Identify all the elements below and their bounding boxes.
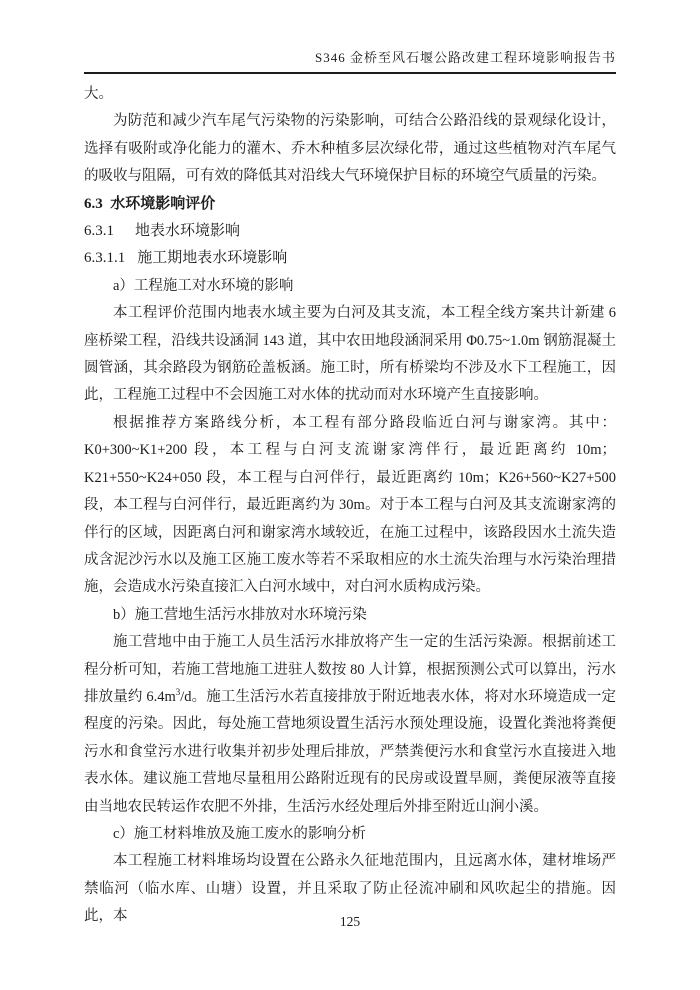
heading-6-3 bbox=[84, 191, 616, 218]
document-body bbox=[84, 81, 616, 931]
paragraph-continuation: 大。 bbox=[84, 86, 113, 102]
paragraph-exhaust-mitigation: 为防范和减少汽车尾气污染物的污染影响，可结合公路沿线的景观绿化设计，选择有吸附或净化能力的灌木、乔木种植多层次绿化带，通过这些植物对汽车尾气的吸收与阻隔，可有效的降低其对沿线大气环境保护目标的环境空气质量的污染。 bbox=[84, 113, 616, 185]
heading-6-3-1-1-number: 6.3.1.1 bbox=[84, 250, 126, 267]
header-rule bbox=[84, 72, 616, 74]
paragraph-route-analysis: 根据推荐方案路线分析，本工程有部分路段临近白河与谢家湾。其中：K0+300~K1+200 段，本工程与白河支流谢家湾伴行，最近距离约 10m；K21+550~K24+050 段，本工程与白河伴行，最近距离约 10m；K26+560~K27+500 段，本工程与白河伴行，最近距离约为 30m。对于本工程与白河及其支流谢家湾的伴行的区域，因距离白河和谢家湾水域较近，在施工过程中，该路段因水土流失造成含泥沙污水以及施工区施工废水等若不采取相应的水土流失治理与水污染治理措施，会造成水污染直接汇入白河水域中，对白河水质构成污染。 bbox=[84, 414, 616, 596]
heading-6-3-number: 6.3 bbox=[84, 195, 103, 212]
heading-6-3-1-1 bbox=[84, 245, 616, 272]
heading-6-3-1-1-title: 施工期地表水环境影响 bbox=[137, 250, 288, 267]
heading-6-3-1-title: 地表水环境影响 bbox=[135, 223, 241, 240]
paragraph-camp-sewage-text-2: /d。施工生活污水若直接排放于附近地表水体，将对水环境造成一定程度的污染。因此，每处施工营地须设置生活污水预处理设施，设置化粪池将粪便污水和食堂污水进行收集并初步处理后排放，严禁粪便污水和食堂污水直接进入地表水体。建议施工营地尽量租用公路附近现有的民房或设置旱厕，粪便尿液等直接由当地农民转运作农肥不外排，生活污水经处理后外排至附近山涧小溪。 bbox=[84, 688, 616, 815]
paragraph-camp-sewage bbox=[84, 629, 616, 821]
superscript-cubic: 3 bbox=[175, 687, 181, 698]
header-title: S346 金桥至风石堰公路改建工程环境影响报告书 bbox=[315, 50, 616, 65]
paragraph-camp-sewage-text-1: 施工营地中由于施工人员生活污水排放将产生一定的生活污染源。根据前述工程分析可知，若施工营地施工进驻人数按 80 人计算，根据预测公式可以算出，污水排放量约 6.4m bbox=[84, 634, 616, 705]
item-c-heading: c）施工材料堆放及施工废水的影响分析 bbox=[113, 825, 366, 842]
paragraph-material-stockpile: 本工程施工材料堆场均设置在公路永久征地范围内，且远离水体，建材堆场严禁临河（临水库、山塘）设置，并且采取了防止径流冲刷和风吹起尘的措施。因此，本 bbox=[84, 853, 616, 925]
page-header bbox=[84, 48, 616, 82]
page-number: 125 bbox=[339, 914, 361, 929]
item-a-heading: a）工程施工对水环境的影响 bbox=[113, 277, 294, 294]
heading-6-3-title: 水环境影响评价 bbox=[110, 195, 216, 212]
item-b-heading: b）施工营地生活污水排放对水环境污染 bbox=[113, 606, 367, 623]
heading-6-3-1-number: 6.3.1 bbox=[84, 223, 114, 240]
paragraph-construction-impact: 本工程评价范围内地表水域主要为白河及其支流，本工程全线方案共计新建 6 座桥梁工程，沿线共设涵洞 143 道，其中农田地段涵洞采用 Φ0.75~1.0m 钢筋混凝土圆管涵，其余路段为钢筋砼盖板涵。施工时，所有桥梁均不涉及水下工程施工，因此，工程施工过程中不会因施工对水体的扰动而对水环境产生直接影响。 bbox=[84, 305, 616, 404]
page-footer bbox=[0, 914, 700, 930]
heading-6-3-1 bbox=[84, 218, 616, 245]
